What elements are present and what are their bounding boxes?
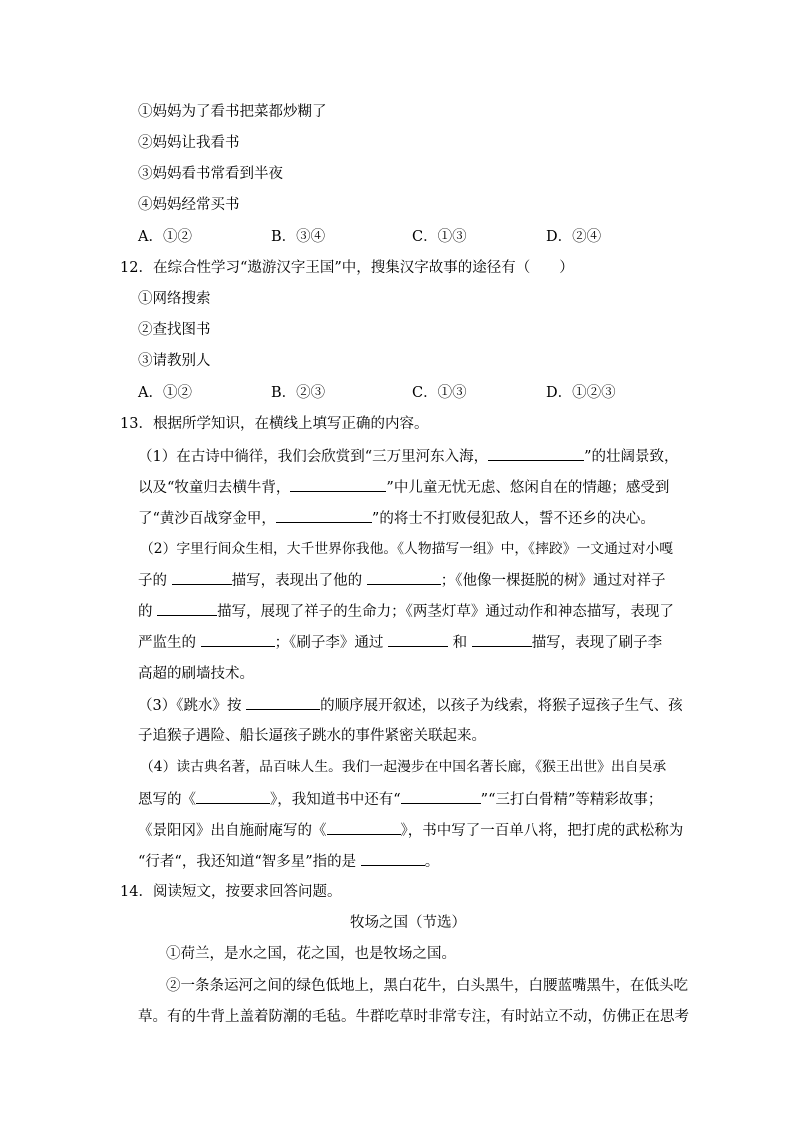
q11-option-b[interactable]: B．③④	[271, 229, 326, 245]
q11-item-1: ①妈妈为了看书把菜都炒糊了	[138, 104, 327, 120]
text: 描写，表现出了他的	[231, 573, 363, 589]
answer-blank[interactable]	[388, 632, 448, 647]
text: 。	[424, 854, 440, 870]
answer-blank[interactable]	[276, 508, 372, 523]
text: 以及“牧童归去横牛背，	[138, 480, 291, 496]
q13-p2-line1: （2）字里行间众生相，大千世界你我他。《人物描写一组》中，《摔跤》一文通过对小嘎	[140, 541, 674, 557]
answer-blank[interactable]	[157, 601, 217, 616]
q13-p3-line1	[138, 695, 683, 716]
text: 《景阳冈》出自施耐庵写的《	[138, 823, 327, 839]
q13-p4-line1: （4）读古典名著，品百味人生。我们一起漫步在中国名著长廊，《猴王出世》出自吴承	[140, 759, 667, 775]
q12-item-3: ③请教别人	[138, 353, 211, 369]
q13-p1-line3	[138, 508, 678, 529]
answer-blank[interactable]	[290, 477, 386, 492]
answer-blank[interactable]	[196, 789, 270, 804]
answer-blank[interactable]	[172, 570, 232, 585]
q13-p3-line2: 子追猴子遇险、船长逼孩子跳水的事件紧密关联起来。	[138, 728, 486, 744]
q13-p1-line2	[138, 477, 678, 498]
q12-option-b[interactable]: B．②③	[271, 385, 326, 401]
text: 了“黄沙百战穿金甲，	[138, 511, 276, 527]
answer-blank[interactable]	[201, 632, 275, 647]
q13-stem: 13．根据所学知识，在横线上填写正确的内容。	[120, 416, 429, 432]
text: 》，我知道书中还有“	[270, 792, 401, 808]
answer-blank[interactable]	[401, 789, 481, 804]
text: 描写，展现了祥子的生命力；《两茎灯草》通过动作和神态描写，表现了	[217, 604, 674, 620]
q12-option-c[interactable]: C．①③	[412, 385, 467, 401]
answer-blank[interactable]	[472, 632, 532, 647]
q12-option-d[interactable]: D．①②③	[546, 385, 616, 401]
text: 严监生的	[138, 635, 196, 651]
text: 的顺序展开叙述，以孩子为线索，将猴子逗孩子生气、孩	[320, 698, 683, 714]
text: “行者“，我还知道“智多星”指的是	[138, 854, 357, 870]
text: （3）《跳水》按	[138, 698, 242, 714]
text: 子的	[138, 573, 167, 589]
answer-blank[interactable]	[367, 570, 441, 585]
q13-p2-line5: 高超的刷墙技术。	[138, 666, 254, 682]
q11-item-3: ③妈妈看书常看到半夜	[138, 166, 283, 182]
answer-blank[interactable]	[327, 820, 401, 835]
q13-p2-line2	[138, 570, 678, 591]
q13-p2-line4	[138, 632, 678, 653]
q11-item-2: ②妈妈让我看书	[138, 135, 240, 151]
q13-p4-line4	[138, 851, 678, 872]
passage-para-1: ①荷兰，是水之国，花之国，也是牧场之国。	[166, 946, 456, 962]
q13-p4-line3	[138, 820, 684, 841]
text: ”中儿童无忧无虑、悠闲自在的情趣；感受到	[386, 480, 670, 496]
text: 恩写的《	[138, 792, 196, 808]
q12-item-2: ②查找图书	[138, 322, 211, 338]
text: ”的将士不打败侵犯敌人，誓不还乡的决心。	[371, 511, 655, 527]
q13-p1-line1	[138, 446, 678, 467]
q13-p2-line3	[138, 601, 678, 622]
passage-para-2-line2: 草。有的牛背上盖着防潮的毛毡。牛群吃草时非常专注，有时站立不动，仿佛正在思考	[138, 1009, 689, 1025]
text: 》，书中写了一百单八将，把打虎的武松称为	[400, 823, 684, 839]
q12-stem: 12．在综合性学习“遨游汉字王国”中，搜集汉字故事的途径有（ ）	[120, 260, 574, 276]
q11-option-c[interactable]: C．①③	[412, 229, 467, 245]
q11-item-4: ④妈妈经常买书	[138, 197, 240, 213]
passage-title: 牧场之国（节选）	[350, 915, 466, 931]
passage-para-2-line1: ②一条条运河之间的绿色低地上，黑白花牛，白头黑牛，白腰蓝嘴黑牛，在低头吃	[166, 978, 688, 994]
q11-option-d[interactable]: D．②④	[546, 229, 602, 245]
text: （1）在古诗中徜徉，我们会欣赏到“三万里河东入海，	[138, 449, 489, 465]
q11-option-a[interactable]: A．①②	[138, 229, 192, 245]
answer-blank[interactable]	[246, 695, 320, 710]
q13-p4-line2	[138, 789, 678, 810]
q12-item-1: ①网络搜索	[138, 291, 211, 307]
q12-option-a[interactable]: A．①②	[138, 385, 192, 401]
q14-stem: 14．阅读短文，按要求回答问题。	[120, 884, 342, 900]
answer-blank[interactable]	[488, 446, 584, 461]
text: 和	[452, 635, 468, 651]
text: ；《刷子李》通过	[274, 635, 384, 651]
text: ”的壮阔景致，	[584, 449, 679, 465]
text: 的	[138, 604, 153, 620]
text: ；《他像一棵挺脱的树》通过对祥子	[440, 573, 666, 589]
text: 描写，表现了刷子李	[531, 635, 663, 651]
text: ”“三打白骨精”等精彩故事；	[480, 792, 663, 808]
answer-blank[interactable]	[361, 851, 425, 866]
